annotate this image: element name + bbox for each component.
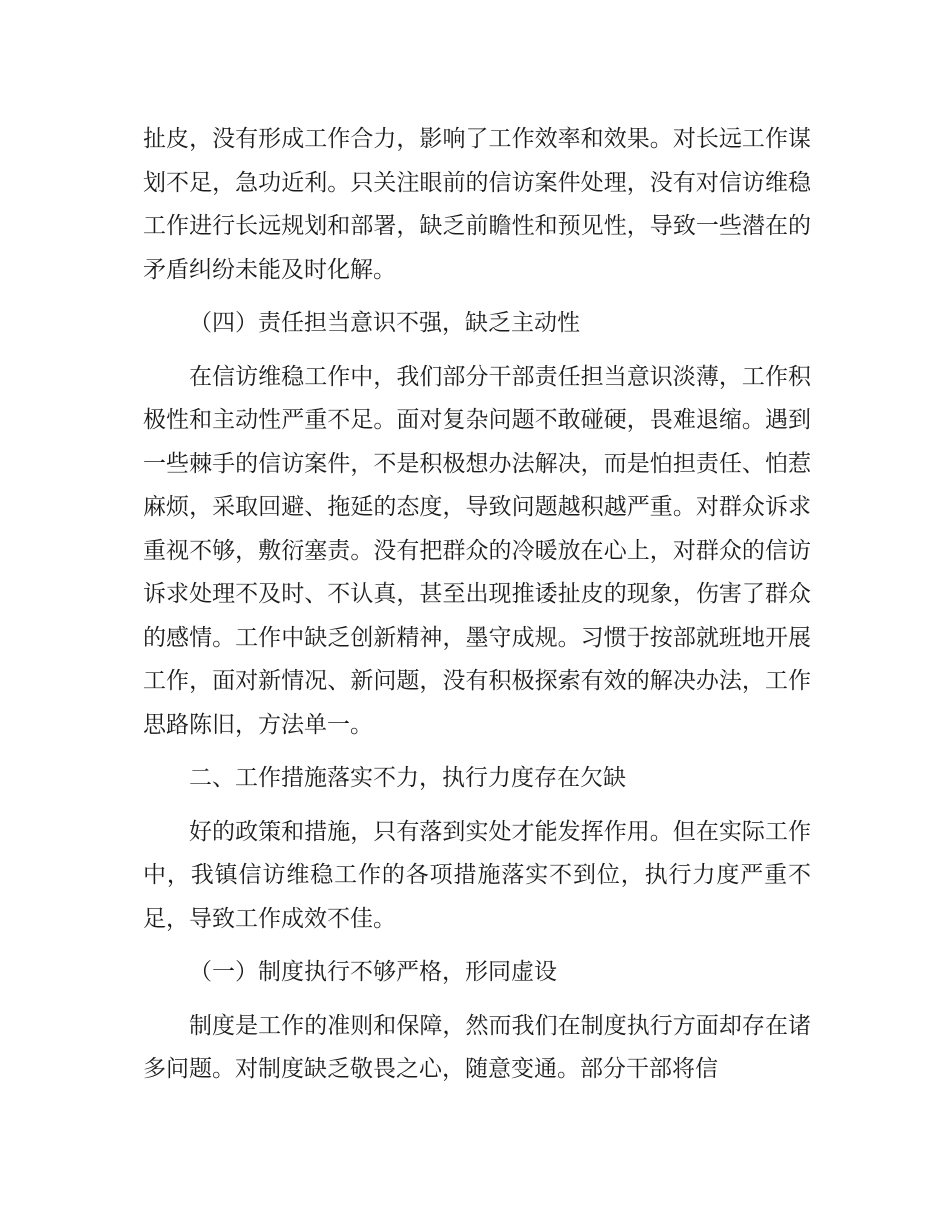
section-heading-4: （四）责任担当意识不强，缺乏主动性 (189, 310, 580, 336)
document-page (143, 118, 811, 1092)
section-heading-1: （一）制度执行不够严格，形同虚设 (189, 959, 557, 985)
paragraph-gap (143, 801, 811, 811)
chapter-heading-2: 二、工作措施落实不力，执行力度存在欠缺 (189, 765, 626, 791)
paragraph-gap (143, 346, 811, 356)
body-paragraph-1: 扯皮，没有形成工作合力，影响了工作效率和效果。对长远工作谋划不足，急功近利。只关注眼前的信访案件处理，没有对信访维稳工作进行长远规划和部署，缺乏前瞻性和预见性，导致一些潜在的矛盾纠纷未能及时化解。 (143, 126, 811, 283)
paragraph-gap (143, 995, 811, 1005)
body-paragraph-4: 制度是工作的准则和保障，然而我们在制度执行方面却存在诸多问题。对制度缺乏敬畏之心，随意变通。部分干部将信 (143, 1012, 811, 1082)
body-paragraph-2: 在信访维稳工作中，我们部分干部责任担当意识淡薄，工作积极性和主动性严重不足。面对复杂问题不敢碰硬，畏难退缩。遇到一些棘手的信访案件，不是积极想办法解决，而是怕担责任、怕惹麻烦，采取回避、拖延的态度，导致问题越积越严重。对群众诉求重视不够，敷衍塞责。没有把群众的冷暖放在心上，对群众的信访诉求处理不及时、不认真，甚至出现推诿扯皮的现象，伤害了群众的感情。工作中缺乏创新精神，墨守成规。习惯于按部就班地开展工作，面对新情况、新问题，没有积极探索有效的解决办法，工作思路陈旧，方法单一。 (143, 363, 811, 738)
paragraph-gap (143, 292, 811, 302)
paragraph-gap (143, 747, 811, 757)
body-paragraph-3: 好的政策和措施，只有落到实处才能发挥作用。但在实际工作中，我镇信访维稳工作的各项措施落实不到位，执行力度严重不足，导致工作成效不佳。 (143, 818, 811, 932)
paragraph-gap (143, 941, 811, 951)
